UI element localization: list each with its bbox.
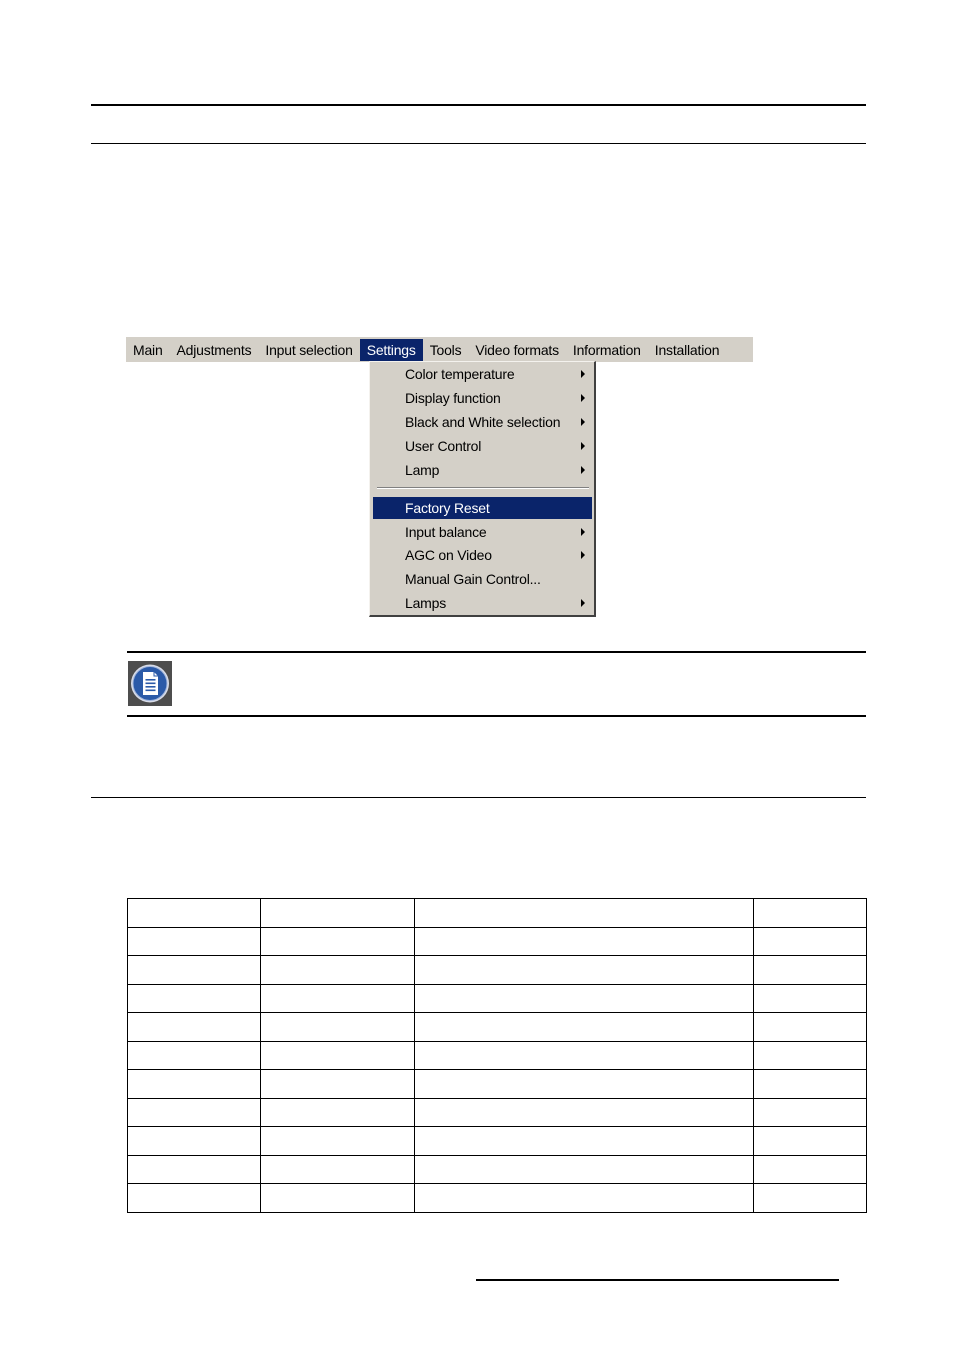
table-cell	[754, 1184, 867, 1213]
table-cell	[415, 1127, 754, 1156]
menu-bar-item-information[interactable]: Information	[572, 341, 641, 358]
table-cell	[415, 1070, 754, 1099]
section-rule	[91, 797, 866, 798]
table-cell	[754, 899, 867, 928]
table-cell	[261, 927, 415, 956]
table-cell	[128, 1013, 261, 1042]
menu-item-black-and-white-selection[interactable]	[373, 411, 592, 433]
menu-item-display-function[interactable]	[373, 387, 592, 409]
table-cell	[415, 899, 754, 928]
table-cell	[128, 1127, 261, 1156]
table-row	[128, 1041, 867, 1070]
note-icon-frame	[128, 661, 172, 706]
menu-item-label: User Control	[405, 438, 482, 454]
submenu-arrow-icon	[581, 442, 585, 450]
menu-item-label: Lamp	[405, 462, 440, 478]
data-table	[127, 898, 867, 1213]
table-cell	[754, 1127, 867, 1156]
menu-item-label: Black and White selection	[405, 414, 561, 430]
note-rule-bottom	[127, 715, 866, 717]
submenu-arrow-icon	[581, 370, 585, 378]
table-cell	[261, 1098, 415, 1127]
menu-bar-item-installation[interactable]: Installation	[654, 341, 720, 358]
menu-item-manual-gain-control[interactable]	[373, 568, 592, 590]
table-cell	[261, 1184, 415, 1213]
menu-bar-item-input-selection[interactable]: Input selection	[265, 341, 353, 358]
menu-item-input-balance[interactable]	[373, 521, 592, 543]
submenu-arrow-icon	[581, 418, 585, 426]
table-row	[128, 1184, 867, 1213]
table-cell	[754, 1041, 867, 1070]
table-cell	[128, 1070, 261, 1099]
menu-item-label: Lamps	[405, 595, 447, 611]
table-row	[128, 956, 867, 985]
table-cell	[261, 899, 415, 928]
table-cell	[261, 1155, 415, 1184]
menu-item-label: AGC on Video	[405, 547, 492, 563]
table-cell	[261, 956, 415, 985]
table-cell	[754, 927, 867, 956]
table-cell	[261, 984, 415, 1013]
footer-rule	[476, 1279, 839, 1281]
table-cell	[128, 927, 261, 956]
table-cell	[128, 899, 261, 928]
menu-item-color-temperature[interactable]	[373, 363, 592, 385]
table-cell	[128, 1041, 261, 1070]
table-row	[128, 1013, 867, 1042]
menu-item-lamp[interactable]	[373, 459, 592, 481]
table-row	[128, 899, 867, 928]
submenu-arrow-icon	[581, 599, 585, 607]
table-cell	[754, 956, 867, 985]
menu-item-agc-on-video[interactable]	[373, 544, 592, 566]
table-row	[128, 1070, 867, 1099]
table-cell	[128, 956, 261, 985]
table-row	[128, 984, 867, 1013]
note-rule-top	[127, 651, 866, 653]
settings-dropdown-menu	[369, 361, 596, 617]
table-cell	[415, 1013, 754, 1042]
table-cell	[415, 1098, 754, 1127]
table-row	[128, 1155, 867, 1184]
table-cell	[261, 1041, 415, 1070]
table-cell	[261, 1013, 415, 1042]
submenu-arrow-icon	[581, 394, 585, 402]
note-document-icon	[128, 661, 172, 706]
table-cell	[128, 1155, 261, 1184]
table-cell	[261, 1127, 415, 1156]
menu-item-label: Factory Reset	[405, 500, 490, 516]
table-cell	[754, 1155, 867, 1184]
menu-item-label: Input balance	[405, 524, 487, 540]
menu-bar-item-video-formats[interactable]: Video formats	[475, 341, 559, 358]
table-row	[128, 1127, 867, 1156]
menu-item-user-control[interactable]	[373, 435, 592, 457]
menu-separator	[377, 487, 589, 489]
header-rule-top	[91, 104, 866, 106]
table-cell	[415, 984, 754, 1013]
menu-bar-item-tools[interactable]: Tools	[429, 341, 462, 358]
menu-bar-item-adjustments[interactable]: Adjustments	[176, 341, 252, 358]
table-cell	[415, 956, 754, 985]
table-cell	[128, 1184, 261, 1213]
menu-bar-item-main[interactable]: Main	[133, 341, 163, 358]
menu-item-lamps[interactable]	[373, 592, 592, 614]
submenu-arrow-icon	[581, 551, 585, 559]
table-cell	[754, 1098, 867, 1127]
menu-bar-item-settings[interactable]: Settings	[360, 339, 423, 361]
menu-item-label: Color temperature	[405, 366, 515, 382]
table-cell	[415, 1184, 754, 1213]
header-rule-bottom	[91, 143, 866, 144]
table-cell	[415, 1155, 754, 1184]
table-cell	[128, 984, 261, 1013]
table-cell	[415, 927, 754, 956]
table-cell	[754, 1070, 867, 1099]
menu-item-factory-reset[interactable]	[373, 497, 592, 519]
table-cell	[754, 984, 867, 1013]
menu-bar	[126, 337, 753, 362]
table-row	[128, 927, 867, 956]
table-cell	[261, 1070, 415, 1099]
table-row	[128, 1098, 867, 1127]
menu-item-label: Manual Gain Control...	[405, 571, 541, 587]
submenu-arrow-icon	[581, 528, 585, 536]
table-cell	[754, 1013, 867, 1042]
table-cell	[415, 1041, 754, 1070]
menu-item-label: Display function	[405, 390, 501, 406]
table-cell	[128, 1098, 261, 1127]
submenu-arrow-icon	[581, 466, 585, 474]
